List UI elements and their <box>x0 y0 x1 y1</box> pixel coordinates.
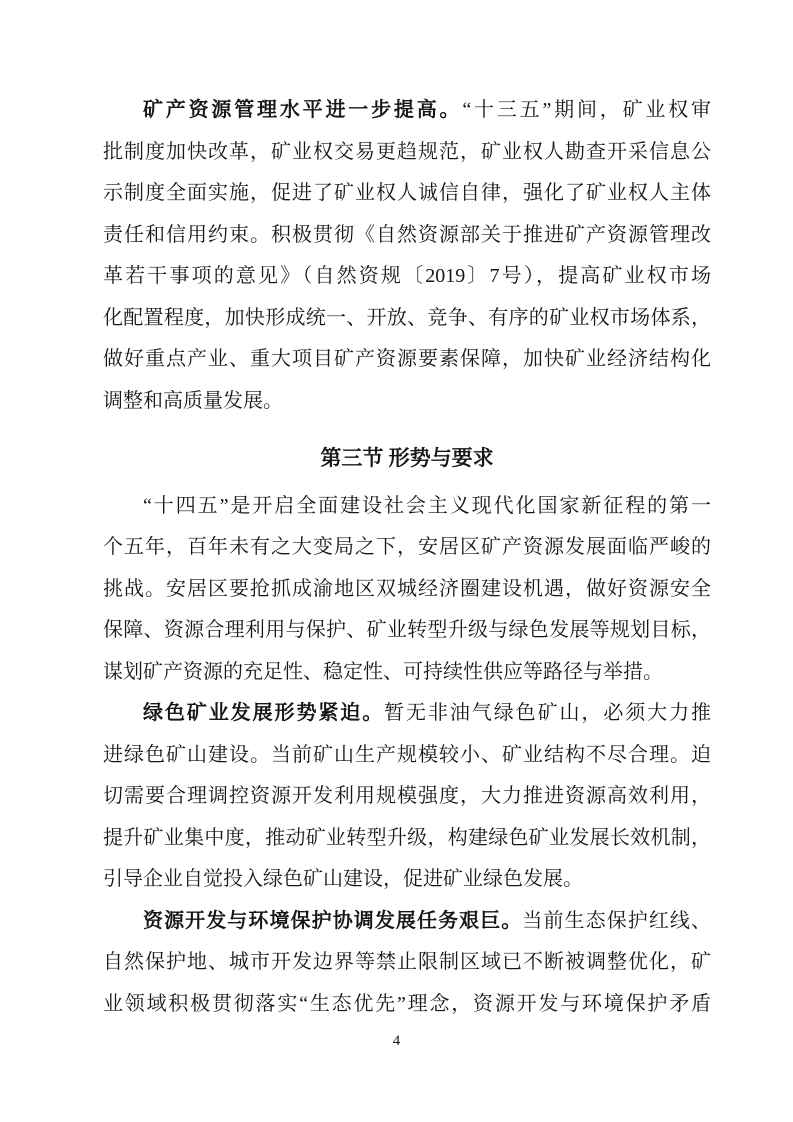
text-line <box>103 90 711 132</box>
bold-lead: 矿产资源管理水平进一步提高。 <box>143 99 463 121</box>
line-text: “十三五”期间，矿业权审 <box>462 99 712 121</box>
text-line: 保障、资源合理利用与保护、矿业转型升级与绿色发展等规划目标， <box>103 619 711 641</box>
text-line: 谋划矿产资源的充足性、稳定性、可持续性供应等路径与举措。 <box>103 660 663 683</box>
text-line: 个五年，百年未有之大变局之下，安居区矿产资源发展面临严峻的 <box>103 536 711 558</box>
text-line: 责任和信用约束。积极贯彻《自然资源部关于推进矿产资源管理改 <box>103 223 711 246</box>
text-line: 调整和高质量发展。 <box>103 389 283 412</box>
text-line: “十四五”是开启全面建设社会主义现代化国家新征程的第一 <box>143 494 711 517</box>
section-heading: 第三节 形势与要求 <box>320 446 494 470</box>
text-line: 做好重点产业、重大项目矿产资源要素保障，加快矿业经济结构化 <box>103 348 711 370</box>
line-text: 当前生态保护红线、 <box>522 909 712 932</box>
text-line: 进绿色矿山建设。当前矿山生产规模较小、矿业结构不尽合理。迫 <box>103 743 711 766</box>
page-number: 4 <box>392 1033 401 1049</box>
bold-lead: 资源开发与环境保护协调发展任务艰巨。 <box>143 909 523 932</box>
paragraph-resource-environment <box>103 901 711 1026</box>
text-line: 引导企业自觉投入绿色矿山建设，促进矿业绿色发展。 <box>103 868 583 890</box>
text-line <box>103 693 711 735</box>
text-line: 示制度全面实施，促进了矿业权人诚信自律，强化了矿业权人主体 <box>103 182 711 204</box>
bold-lead: 绿色矿业发展形势紧迫。 <box>143 702 385 724</box>
text-line: 批制度加快改革，矿业权交易更趋规范，矿业权人勘查开采信息公 <box>103 140 711 163</box>
page-body <box>103 90 711 1025</box>
paragraph-14th-five-year <box>103 486 711 694</box>
text-line: 化配置程度，加快形成统一、开放、竞争、有序的矿业权市场体系， <box>103 306 711 329</box>
text-line: 自然保护地、城市开发边界等禁止限制区域已不断被调整优化，矿 <box>103 951 711 973</box>
text-line: 挑战。安居区要抢抓成渝地区双城经济圈建设机遇，做好资源安全 <box>103 577 711 600</box>
text-line <box>103 901 711 943</box>
text-line: 革若干事项的意见》（自然资规〔2019〕7号），提高矿业权市场 <box>103 265 711 287</box>
text-line: 业领域积极贯彻落实“生态优先”理念，资源开发与环境保护矛盾 <box>103 992 711 1015</box>
paragraph-management-level <box>103 90 711 422</box>
text-line: 提升矿业集中度，推动矿业转型升级，构建绿色矿业发展长效机制， <box>103 826 711 849</box>
paragraph-green-mining <box>103 693 711 901</box>
line-text: 暂无非油气绿色矿山，必须大力推 <box>384 702 712 724</box>
text-line: 切需要合理调控资源开发利用规模强度，大力推进资源高效利用， <box>103 785 711 807</box>
